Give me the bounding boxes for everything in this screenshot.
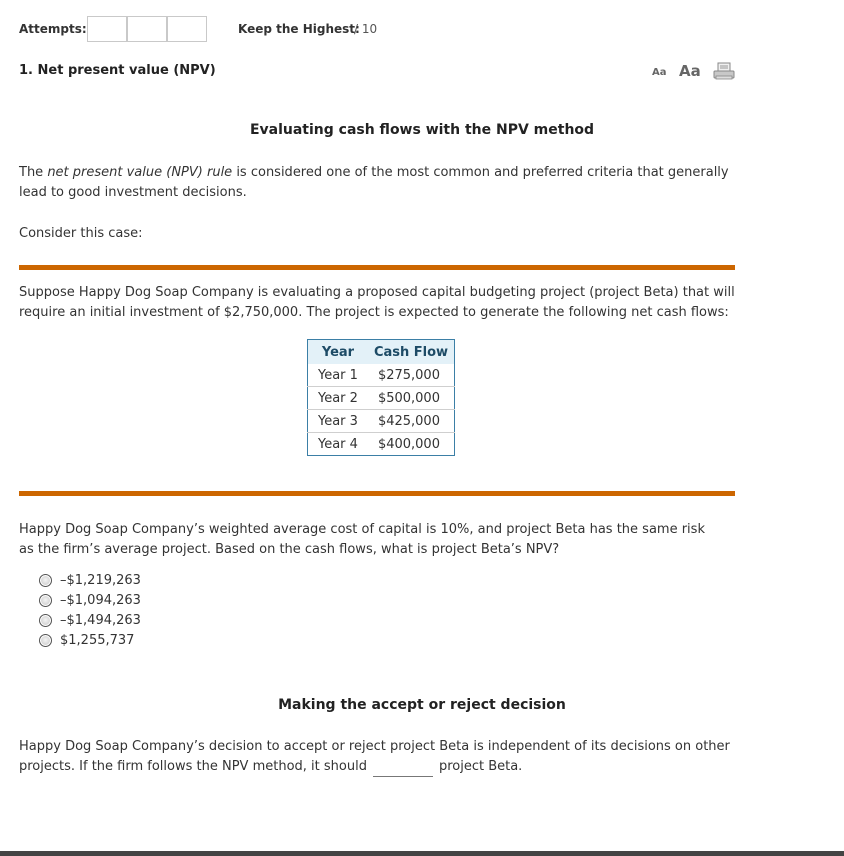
font-size-small-button[interactable]: Aa: [652, 67, 667, 78]
option-label: –$1,219,263: [60, 572, 141, 588]
year-cell: Year 2: [308, 387, 368, 410]
cash-flow-cell: $400,000: [377, 436, 440, 452]
year-cell: Year 1: [308, 364, 368, 387]
decision-dropdown[interactable]: [373, 762, 433, 777]
year-cell: Year 3: [308, 410, 368, 433]
consider-text: Consider this case:: [19, 226, 143, 241]
cash-flow-cell: $425,000: [368, 410, 455, 433]
cash-flow-table: [307, 339, 455, 456]
column-header-year: Year: [308, 340, 368, 365]
radio-button[interactable]: [39, 634, 52, 647]
intro-paragraph: [19, 163, 739, 203]
attempts-label: Attempts:: [19, 22, 87, 36]
table-header-row: [308, 340, 455, 365]
npv-question-text: Happy Dog Soap Company’s weighted average cost of capital is 10%, and project Beta has the same risk as the firm’s average project. Based on the cash flows, what is project Beta’s NPV?: [19, 522, 705, 557]
divider: [19, 265, 735, 270]
intro-suffix: is considered one of the most common and preferred criteria that generally lead to good investment decisions.: [19, 165, 729, 200]
decision-paragraph: [19, 737, 739, 777]
divider: [19, 491, 735, 496]
npv-option[interactable]: [39, 591, 141, 609]
table-row: [308, 433, 455, 456]
attempt-box: [87, 16, 127, 42]
decision-text-suffix: project Beta.: [438, 759, 523, 774]
print-icon[interactable]: [713, 62, 735, 80]
section-heading-accept-reject: Making the accept or reject decision: [278, 697, 566, 713]
cash-flow-cell: $500,000: [368, 387, 455, 410]
column-header-cash-flow: Cash Flow: [368, 340, 455, 365]
font-size-large-button[interactable]: Aa: [679, 62, 701, 80]
attempt-box: [127, 16, 167, 42]
intro-term: net present value (NPV) rule: [47, 165, 233, 180]
intro-prefix: The: [19, 165, 48, 180]
option-label: –$1,094,263: [60, 592, 141, 608]
section-heading-npv-method: Evaluating cash flows with the NPV method: [249, 122, 595, 138]
npv-option[interactable]: [39, 631, 134, 649]
question-title: 1. Net present value (NPV): [19, 63, 216, 78]
radio-button[interactable]: [39, 594, 52, 607]
npv-option[interactable]: [39, 571, 141, 589]
decision-text: Happy Dog Soap Company’s decision to accept or reject project Beta is independent of its decisions on other projects. If the firm follows the NPV method, it should: [19, 739, 730, 774]
table-row: [308, 387, 455, 410]
radio-button[interactable]: [39, 614, 52, 627]
year-cell: Year 4: [318, 436, 358, 452]
npv-option[interactable]: [39, 611, 141, 629]
table-row: [308, 364, 455, 387]
option-label: $1,255,737: [60, 632, 135, 648]
keep-highest-label: Keep the Highest:: [238, 22, 360, 36]
radio-button[interactable]: [39, 574, 52, 587]
keep-highest-score: / 10: [354, 22, 378, 36]
cash-flow-cell: $275,000: [368, 364, 455, 387]
attempt-box: [167, 16, 207, 42]
bottom-bar: [0, 851, 844, 856]
table-row: [308, 410, 455, 433]
case-paragraph: Suppose Happy Dog Soap Company is evaluating a proposed capital budgeting project (project Beta) that will require an initial investment of $2,750,000. The project is expected to generate the following net cash flows:: [19, 285, 735, 320]
option-label: –$1,494,263: [60, 612, 141, 628]
